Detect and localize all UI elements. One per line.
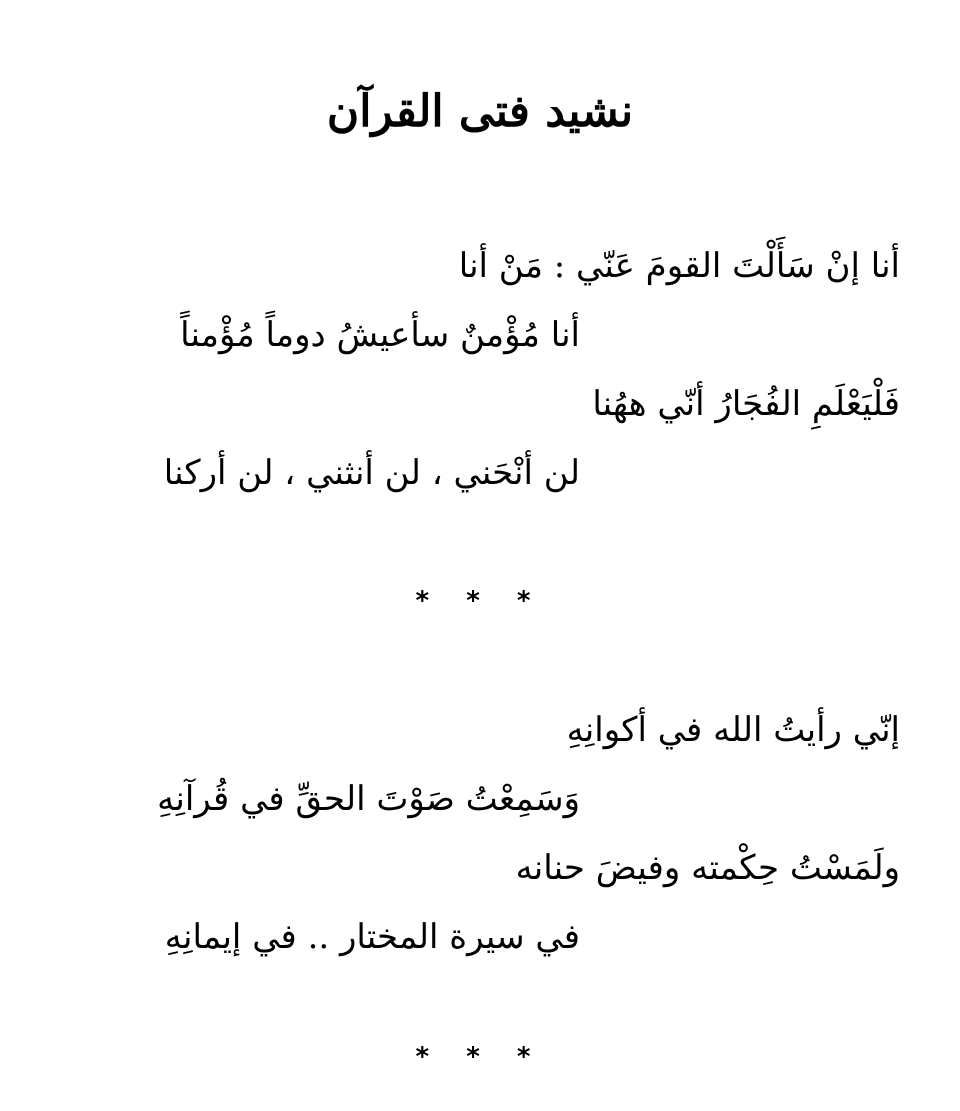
verse-line: ولَمَسْتُ حِكْمته وفيضَ حنانه	[515, 848, 900, 888]
verse-line: لن أنْحَني ، لن أنثني ، لن أركنا	[163, 453, 580, 493]
verse-line: إنّي رأيتُ الله في أكوانِهِ	[566, 710, 900, 750]
stanza-separator: * * *	[415, 586, 545, 616]
verse-line: وَسَمِعْتُ صَوْتَ الحقِّ في قُرآنِهِ	[157, 779, 580, 819]
verse-line: في سيرة المختار .. في إيمانِهِ	[164, 917, 580, 957]
stanza-separator: * * *	[415, 1042, 545, 1072]
verse-line: فَلْيَعْلَمِ الفُجَارُ أنّي ههُنا	[592, 384, 900, 424]
verse-line: أنا إنْ سَأَلْتَ القومَ عَنّي : مَنْ أنا	[458, 246, 900, 286]
stanza-2	[40, 696, 900, 972]
verse-line: أنا مُؤْمنٌ سأعيشُ دوماً مُؤْمناً	[180, 315, 580, 355]
stanza-1	[40, 232, 900, 508]
poem-title: نشيد فتى القرآن	[326, 86, 634, 137]
